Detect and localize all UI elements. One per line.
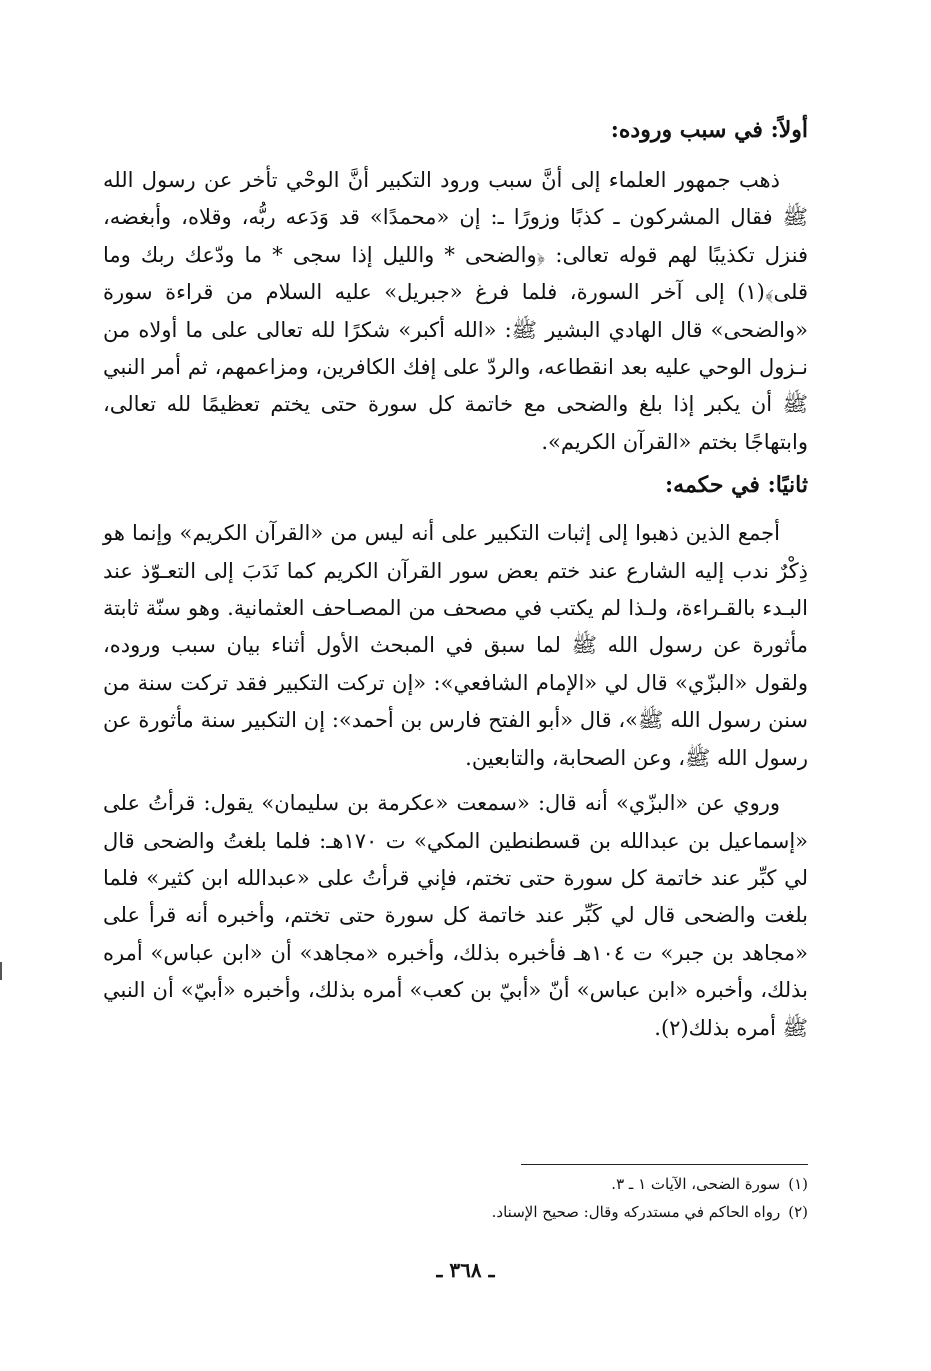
footnote-separator (521, 1164, 808, 1165)
scan-edge-mark (0, 962, 2, 980)
paragraph-reason: ذهب جمهور العلماء إلى أنَّ سبب ورود التكبير أنَّ الوحْي تأخر عن رسول الله ﷺ فقال المشركون ـ كذبًا وزورًا ـ: إن «محمدًا» قد وَدَعه ربُّه، وقلاه، وأبغضه، فنزل تكذيبًا لهم قوله تعالى: ﴿والضحى * والليل إذا سجى * ما ودّعك ربك وما قلى﴾(١) إلى آخر السورة، فلما فرغ «جبريل» عليه السلام من قراءة سورة «والضحى» قال الهادي البشير ﷺ: «الله أكبر» شكرًا لله تعالى على ما أولاه من نـزول الوحي عليه بعد انقطاعه، والردّ على إفك الكافرين، ومزاعمهم، ثم أمر النبي ﷺ أن يكبر إذا بلغ والضحى مع خاتمة كل سورة حتى يختم تعظيمًا لله تعالى، وابتهاجًا بختم «القرآن الكريم». (103, 168, 808, 454)
paragraph-ruling-1: أجمع الذين ذهبوا إلى إثبات التكبير على أنه ليس من «القرآن الكريم» وإنما هو ذِكْرٌ ندب إليه الشارع عند ختم بعض سور القرآن الكريم كما نَدَبَ إلى التعـوّذ عند البـدء بالقـراءة، ولـذا لم يكتب في مصحف من المصـاحف العثمانية. وهو سنّة ثابتة مأثورة عن رسول الله ﷺ لما سبق في المبحث الأول أثناء بيان سبب وروده، ولقول «البزّي» قال لي «الإمام الشافعي»: «إن تركت التكبير فقد تركت سنة من سنن رسول الله ﷺ»، قال «أبو الفتح فارس بن أحمد»: إن التكبير سنة مأثورة عن رسول الله ﷺ، وعن الصحابة، والتابعين. (103, 521, 808, 770)
footnote-number: (١) (788, 1175, 808, 1193)
paragraph-ruling-2: وروي عن «البزّي» أنه قال: «سمعت «عكرمة بن سليمان» يقول: قرأتُ على «إسماعيل بن عبدالله بن قسطنطين المكي» ت ١٧٠هـ: فلما بلغتُ والضحى قال لي كبِّر عند خاتمة كل سورة حتى تختم، فإني قرأتُ على «عبدالله ابن كثير» فلما بلغت والضحى قال لي كَبِّر عند خاتمة كل سورة حتى تختم، وأخبره أنه قرأ على «مجاهد بن جبر» ت ١٠٤هـ فأخبره بذلك، وأخبره «مجاهد» أن «ابن عباس» أمره بذلك، وأخبره «ابن عباس» أنّ «أبيّ بن كعب» أمره بذلك، وأخبره «أبيّ» أن النبي ﷺ أمره بذلك(٢). (103, 791, 809, 1040)
footnotes (103, 1170, 808, 1226)
section-heading-ruling: ثانيًا: في حكمه: (665, 472, 808, 499)
main-text (103, 112, 808, 1047)
section-heading-reason: أولاً: في سبب وروده: (610, 117, 808, 143)
footnote-text: سورة الضحى، الآيات ١ ـ ٣. (611, 1175, 781, 1193)
footnote-2 (103, 1198, 808, 1226)
footnote-text: رواه الحاكم في مستدركه وقال: صحيح الإسناد. (491, 1203, 781, 1221)
footnote-1 (103, 1170, 808, 1198)
footnote-number: (٢) (788, 1203, 808, 1221)
page-number: ـ ٣٦٨ ـ (436, 1258, 495, 1282)
